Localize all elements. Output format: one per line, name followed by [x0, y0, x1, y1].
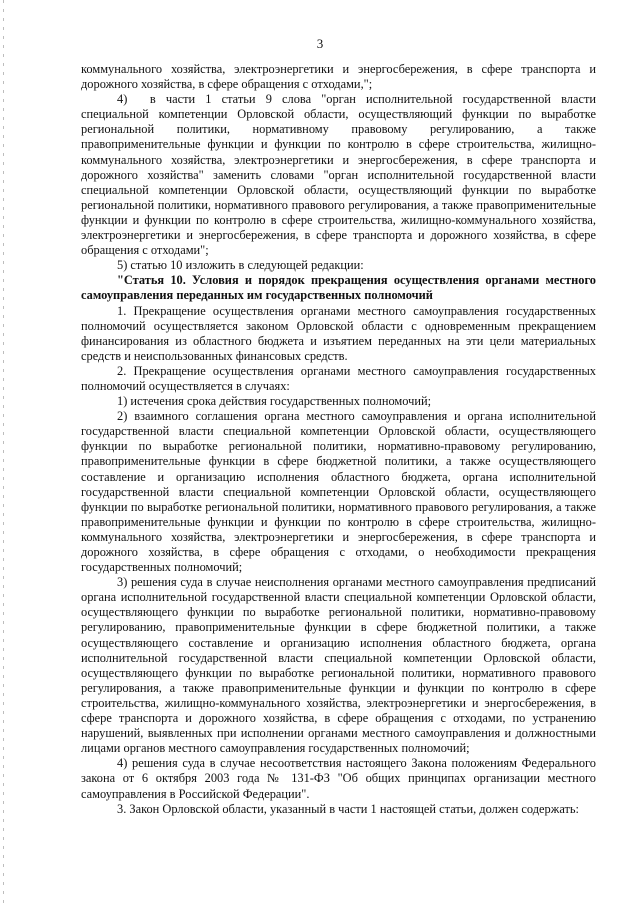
article-10-part-1: 1. Прекращение осуществления органами местного самоуправления государственных полномочий осуществляется законом Орловской области с одновременным прекращением финансирования из областного бюджета и изъятием переданных на эти цели материальных средств и неиспользованных финансовых средств.: [81, 303, 596, 363]
page-number: 3: [316, 36, 324, 51]
paragraph-continuation: коммунального хозяйства, электроэнергетики и энергосбережения, в сфере транспорта и дорожного хозяйства, в сфере обращения с отходами,";: [81, 62, 596, 92]
article-10-part-2: 2. Прекращение осуществления органами местного самоуправления государственных полномочий осуществляется в случаях:: [81, 363, 596, 393]
article-10-part-3: 3. Закон Орловской области, указанный в части 1 настоящей статьи, должен содержать:: [117, 801, 580, 816]
paragraph-item-4: 4) в части 1 статьи 9 слова "орган исполнительной государственной власти специальной компетенции Орловской области, осуществляющий функции по выработке региональной политики, нормативному правовому регулированию, а также правоприменительные функции и функции по контролю в сфере строительства, жилищно-коммунального хозяйства, электроэнергетики и энергосбережения, в сфере транспорта и дорожного хозяйства" заменить словами "орган исполнительной государственной власти специальной компетенции Орловской области, осуществляющий функции по выработке региональной политики, нормативного правового регулирования, а также правоприменительные функции и функции по контролю в сфере строительства, жилищно-коммунального хозяйства, электроэнергетики и энергосбережения, в сфере транспорта и дорожного хозяйства, в сфере обращения с отходами";: [81, 92, 596, 258]
part-2-subitem-3: 3) решения суда в случае неисполнения органами местного самоуправления предписаний органа исполнительной государственной власти специальной компетенции Орловской области, осуществляющего функции по выработке региональной политики, нормативно-правовому регулированию, правоприменительные функции в сфере бюджетной политики, а также осуществляющего составление и организацию исполнения областного бюджета, органа исполнительной государственной власти специальной компетенции Орловской области, осуществляющего функции по выработке региональной политики, нормативного правового регулирования, а также правоприменительные функции и функции по контролю в сфере строительства, жилищно-коммунального хозяйства, электроэнергетики и энергосбережения, в сфере транспорта и дорожного хозяйства, в сфере обращения с отходами, по устранению нарушений, выявленных при исполнении органами местного самоуправления и должностными лицами органов местного самоуправления государственных полномочий;: [81, 575, 596, 756]
paragraph-item-5: 5) статью 10 изложить в следующей редакции:: [117, 258, 364, 273]
part-2-subitem-1: 1) истечения срока действия государственных полномочий;: [117, 394, 432, 409]
part-2-subitem-4: 4) решения суда в случае несоответствия настоящего Закона положениям Федерального закона от 6 октября 2003 года № 131-ФЗ "Об общих принципах организации местного самоуправления в Российской Федерации".: [81, 756, 596, 801]
scan-edge-mark: [3, 0, 4, 905]
part-2-subitem-2: 2) взаимного соглашения органа местного самоуправления и органа исполнительной государственной власти специальной компетенции Орловской области, осуществляющего функции по выработке региональной политики, нормативно-правовому регулированию, правоприменительные функции в сфере бюджетной политики, а также осуществляющего составление и организацию исполнения областного бюджета, органа исполнительной государственной власти специальной компетенции Орловской области, осуществляющего функции по выработке региональной политики, нормативного правового регулирования, а также правоприменительные функции и функции по контролю в сфере строительства, жилищно-коммунального хозяйства, электроэнергетики и энергосбережения, в сфере транспорта и дорожного хозяйства, в сфере обращения с отходами, о необходимости прекращения государственных полномочий;: [81, 409, 596, 575]
document-body: [81, 62, 596, 817]
article-10-heading: "Статья 10. Условия и порядок прекращения осуществления органами местного самоуправления переданных им государственных полномочий: [81, 273, 596, 303]
